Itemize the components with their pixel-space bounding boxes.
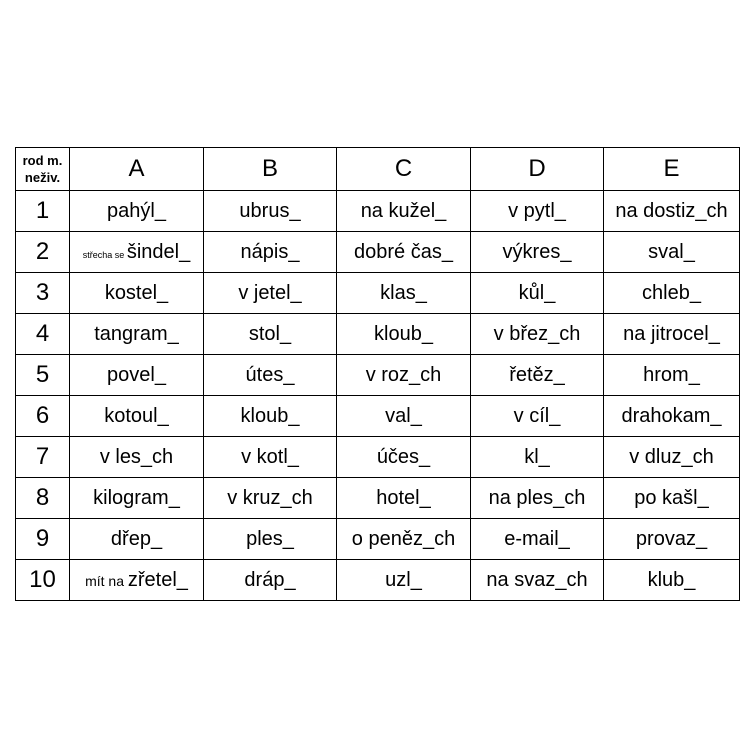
word-cell: na ples_ch <box>471 478 604 519</box>
word-cell: po kašl_ <box>604 478 740 519</box>
word-table <box>15 147 740 601</box>
word-cell: val_ <box>337 396 471 437</box>
table-row <box>16 355 740 396</box>
word-cell: dráp_ <box>204 560 337 601</box>
row-number: 8 <box>16 478 70 519</box>
word-cell: stol_ <box>204 314 337 355</box>
word-cell <box>70 232 204 273</box>
word-cell: účes_ <box>337 437 471 478</box>
corner-header <box>16 148 70 191</box>
word-cell: v kruz_ch <box>204 478 337 519</box>
table-row <box>16 437 740 478</box>
word-cell: kloub_ <box>337 314 471 355</box>
word-cell: povel_ <box>70 355 204 396</box>
word-cell: na dostiz_ch <box>604 191 740 232</box>
row-number: 10 <box>16 560 70 601</box>
word-cell: drahokam_ <box>604 396 740 437</box>
word-cell: provaz_ <box>604 519 740 560</box>
word-cell: výkres_ <box>471 232 604 273</box>
row-number: 1 <box>16 191 70 232</box>
word-cell: uzl_ <box>337 560 471 601</box>
word-cell: kl_ <box>471 437 604 478</box>
word-cell: o peněz_ch <box>337 519 471 560</box>
row-number: 4 <box>16 314 70 355</box>
column-header-a: A <box>70 148 204 191</box>
column-header-c: C <box>337 148 471 191</box>
table-row <box>16 560 740 601</box>
word-cell: klas_ <box>337 273 471 314</box>
word-cell: klub_ <box>604 560 740 601</box>
word-cell: v kotl_ <box>204 437 337 478</box>
word-cell: řetěz_ <box>471 355 604 396</box>
word-cell: e-mail_ <box>471 519 604 560</box>
table-row <box>16 232 740 273</box>
table-row <box>16 519 740 560</box>
header-row <box>16 148 740 191</box>
row-number: 6 <box>16 396 70 437</box>
word-cell: nápis_ <box>204 232 337 273</box>
column-header-e: E <box>604 148 740 191</box>
column-header-b: B <box>204 148 337 191</box>
word-cell: kostel_ <box>70 273 204 314</box>
column-header-d: D <box>471 148 604 191</box>
word-cell: ubrus_ <box>204 191 337 232</box>
table-row <box>16 314 740 355</box>
table-row <box>16 396 740 437</box>
word-cell: sval_ <box>604 232 740 273</box>
word-cell: chleb_ <box>604 273 740 314</box>
word-cell: v břez_ch <box>471 314 604 355</box>
word-context-prefix: střecha se <box>82 249 127 260</box>
word-cell: na jitrocel_ <box>604 314 740 355</box>
word-cell: pahýl_ <box>70 191 204 232</box>
word-cell: dřep_ <box>70 519 204 560</box>
word-cell: kotoul_ <box>70 396 204 437</box>
row-number: 5 <box>16 355 70 396</box>
word-cell: útes_ <box>204 355 337 396</box>
table-row <box>16 478 740 519</box>
word-main: zřetel_ <box>127 568 188 591</box>
word-cell: kilogram_ <box>70 478 204 519</box>
corner-label-line2: neživ. <box>24 170 61 185</box>
word-cell <box>70 560 204 601</box>
word-cell: kloub_ <box>204 396 337 437</box>
word-cell: v roz_ch <box>337 355 471 396</box>
row-number: 7 <box>16 437 70 478</box>
word-cell: v les_ch <box>70 437 204 478</box>
word-cell: hotel_ <box>337 478 471 519</box>
word-main: šindel_ <box>126 240 191 263</box>
word-cell: dobré čas_ <box>337 232 471 273</box>
word-cell: na kužel_ <box>337 191 471 232</box>
word-cell: na svaz_ch <box>471 560 604 601</box>
row-number: 9 <box>16 519 70 560</box>
corner-label-line1: rod m. <box>22 153 63 168</box>
word-cell: v dluz_ch <box>604 437 740 478</box>
word-cell: tangram_ <box>70 314 204 355</box>
word-cell: ples_ <box>204 519 337 560</box>
row-number: 3 <box>16 273 70 314</box>
table-row <box>16 273 740 314</box>
row-number: 2 <box>16 232 70 273</box>
word-cell: v jetel_ <box>204 273 337 314</box>
word-cell: v pytl_ <box>471 191 604 232</box>
word-cell: v cíl_ <box>471 396 604 437</box>
word-context-prefix: mít na <box>85 572 128 589</box>
table-row <box>16 191 740 232</box>
word-cell: kůl_ <box>471 273 604 314</box>
word-cell: hrom_ <box>604 355 740 396</box>
